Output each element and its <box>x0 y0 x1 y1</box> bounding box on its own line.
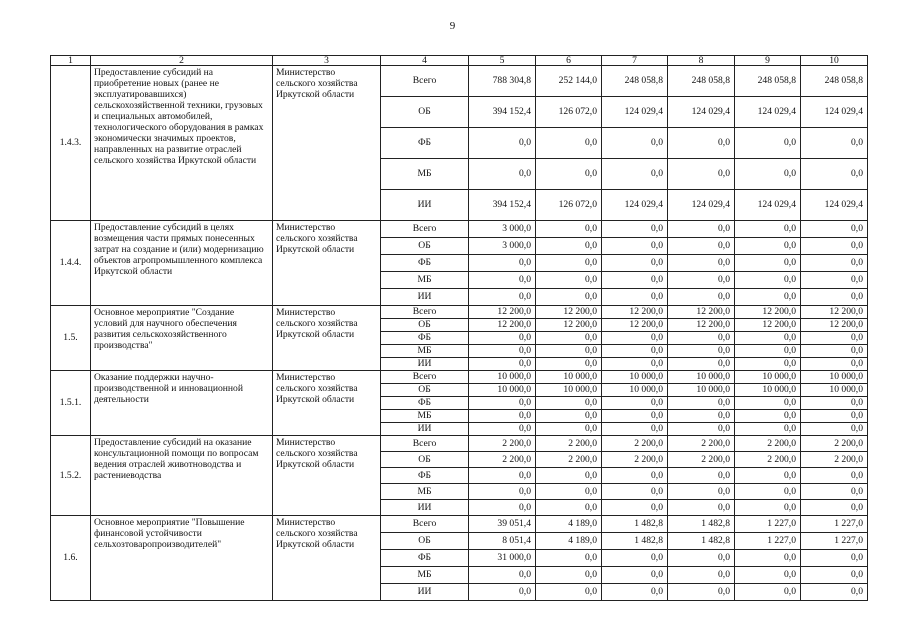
amount-cell: 10 000,0 <box>735 371 801 384</box>
amount-cell: 2 200,0 <box>536 436 602 452</box>
amount-cell: 0,0 <box>469 468 536 484</box>
amount-cell: 124 029,4 <box>668 97 735 128</box>
page-number: 9 <box>449 20 456 32</box>
amount-cell: 788 304,8 <box>469 66 536 97</box>
amount-cell: 10 000,0 <box>801 371 868 384</box>
amount-cell: 0,0 <box>536 159 602 190</box>
amount-cell: 0,0 <box>801 584 868 601</box>
amount-cell: 0,0 <box>469 128 536 159</box>
amount-cell: 0,0 <box>735 550 801 567</box>
amount-cell: 0,0 <box>668 128 735 159</box>
funding-source: МБ <box>381 484 469 500</box>
funding-source: МБ <box>381 567 469 584</box>
column-number: 10 <box>801 56 868 66</box>
amount-cell: 12 200,0 <box>602 306 668 319</box>
amount-cell: 0,0 <box>735 410 801 423</box>
amount-cell: 0,0 <box>735 397 801 410</box>
funding-source: ОБ <box>381 533 469 550</box>
amount-cell: 0,0 <box>735 567 801 584</box>
amount-cell: 0,0 <box>536 345 602 358</box>
funding-source: ИИ <box>381 358 469 371</box>
amount-cell: 0,0 <box>668 397 735 410</box>
amount-cell: 0,0 <box>536 500 602 516</box>
amount-cell: 124 029,4 <box>602 190 668 221</box>
item-code: 1.5.1. <box>51 371 91 436</box>
amount-cell: 10 000,0 <box>801 384 868 397</box>
amount-cell: 3 000,0 <box>469 221 536 238</box>
amount-cell: 2 200,0 <box>469 436 536 452</box>
amount-cell: 39 051,4 <box>469 516 536 533</box>
amount-cell: 0,0 <box>735 584 801 601</box>
amount-cell: 0,0 <box>536 484 602 500</box>
amount-cell: 0,0 <box>801 128 868 159</box>
item-description: Предоставление субсидий на приобретение новых (ранее не эксплуатировавшихся) сельскохозяйственной техники, грузовых и специальных автомобилей, технологического оборудования в рамках экономически значимых проектов, направленных на развитие отраслей сельского хозяйства Иркутской области <box>91 66 273 221</box>
amount-cell: 0,0 <box>668 484 735 500</box>
column-number: 9 <box>735 56 801 66</box>
amount-cell: 0,0 <box>469 397 536 410</box>
funding-source: ОБ <box>381 319 469 332</box>
amount-cell: 394 152,4 <box>469 190 536 221</box>
funding-source: ФБ <box>381 128 469 159</box>
amount-cell: 0,0 <box>602 159 668 190</box>
table-row <box>51 516 868 533</box>
amount-cell: 0,0 <box>668 159 735 190</box>
funding-source: ОБ <box>381 97 469 128</box>
amount-cell: 0,0 <box>801 500 868 516</box>
amount-cell: 0,0 <box>668 272 735 289</box>
amount-cell: 0,0 <box>801 358 868 371</box>
amount-cell: 31 000,0 <box>469 550 536 567</box>
amount-cell: 0,0 <box>602 410 668 423</box>
amount-cell: 0,0 <box>735 289 801 306</box>
amount-cell: 12 200,0 <box>735 319 801 332</box>
amount-cell: 0,0 <box>469 423 536 436</box>
table-row <box>51 436 868 452</box>
amount-cell: 0,0 <box>801 397 868 410</box>
amount-cell: 0,0 <box>668 500 735 516</box>
funding-source: ФБ <box>381 397 469 410</box>
amount-cell: 0,0 <box>735 468 801 484</box>
amount-cell: 0,0 <box>668 567 735 584</box>
amount-cell: 126 072,0 <box>536 97 602 128</box>
amount-cell: 0,0 <box>602 272 668 289</box>
amount-cell: 2 200,0 <box>668 452 735 468</box>
responsible-executor: Министерство сельского хозяйства Иркутской области <box>273 436 381 516</box>
amount-cell: 1 482,8 <box>602 533 668 550</box>
funding-source: ИИ <box>381 423 469 436</box>
amount-cell: 0,0 <box>536 468 602 484</box>
column-number: 4 <box>381 56 469 66</box>
amount-cell: 0,0 <box>801 289 868 306</box>
funding-source: ИИ <box>381 190 469 221</box>
item-code: 1.4.3. <box>51 66 91 221</box>
amount-cell: 0,0 <box>536 550 602 567</box>
amount-cell: 1 482,8 <box>602 516 668 533</box>
amount-cell: 4 189,0 <box>536 516 602 533</box>
amount-cell: 0,0 <box>602 500 668 516</box>
amount-cell: 0,0 <box>735 332 801 345</box>
amount-cell: 0,0 <box>801 345 868 358</box>
amount-cell: 0,0 <box>735 159 801 190</box>
amount-cell: 0,0 <box>602 221 668 238</box>
amount-cell: 3 000,0 <box>469 238 536 255</box>
amount-cell: 252 144,0 <box>536 66 602 97</box>
column-number: 2 <box>91 56 273 66</box>
amount-cell: 2 200,0 <box>801 436 868 452</box>
funding-source: ИИ <box>381 289 469 306</box>
amount-cell: 248 058,8 <box>801 66 868 97</box>
column-number: 5 <box>469 56 536 66</box>
amount-cell: 1 227,0 <box>801 516 868 533</box>
amount-cell: 0,0 <box>735 500 801 516</box>
funding-source: МБ <box>381 345 469 358</box>
amount-cell: 1 227,0 <box>735 533 801 550</box>
amount-cell: 1 482,8 <box>668 516 735 533</box>
amount-cell: 0,0 <box>735 221 801 238</box>
funding-source: ФБ <box>381 332 469 345</box>
amount-cell: 0,0 <box>602 332 668 345</box>
amount-cell: 0,0 <box>602 238 668 255</box>
responsible-executor: Министерство сельского хозяйства Иркутской области <box>273 66 381 221</box>
amount-cell: 0,0 <box>801 410 868 423</box>
funding-source: ФБ <box>381 255 469 272</box>
item-description: Предоставление субсидий на оказание консультационной помощи по вопросам ведения отраслей животноводства и растениеводства <box>91 436 273 516</box>
amount-cell: 0,0 <box>469 484 536 500</box>
amount-cell: 0,0 <box>668 550 735 567</box>
funding-source: ОБ <box>381 384 469 397</box>
amount-cell: 0,0 <box>536 221 602 238</box>
amount-cell: 12 200,0 <box>602 319 668 332</box>
amount-cell: 0,0 <box>602 397 668 410</box>
amount-cell: 0,0 <box>602 423 668 436</box>
funding-source: ФБ <box>381 468 469 484</box>
budget-table <box>50 55 868 601</box>
amount-cell: 0,0 <box>469 272 536 289</box>
amount-cell: 124 029,4 <box>668 190 735 221</box>
amount-cell: 0,0 <box>469 584 536 601</box>
table-row <box>51 221 868 238</box>
amount-cell: 0,0 <box>469 345 536 358</box>
amount-cell: 0,0 <box>801 484 868 500</box>
item-code: 1.6. <box>51 516 91 601</box>
amount-cell: 0,0 <box>801 550 868 567</box>
funding-source: МБ <box>381 410 469 423</box>
amount-cell: 2 200,0 <box>735 436 801 452</box>
item-code: 1.5.2. <box>51 436 91 516</box>
amount-cell: 0,0 <box>735 255 801 272</box>
amount-cell: 10 000,0 <box>536 371 602 384</box>
column-number: 7 <box>602 56 668 66</box>
funding-source: Всего <box>381 221 469 238</box>
amount-cell: 0,0 <box>536 358 602 371</box>
funding-source: МБ <box>381 272 469 289</box>
funding-source: ОБ <box>381 238 469 255</box>
amount-cell: 0,0 <box>801 567 868 584</box>
amount-cell: 0,0 <box>668 238 735 255</box>
amount-cell: 0,0 <box>602 255 668 272</box>
amount-cell: 1 227,0 <box>801 533 868 550</box>
funding-source: Всего <box>381 436 469 452</box>
amount-cell: 0,0 <box>536 289 602 306</box>
amount-cell: 0,0 <box>536 238 602 255</box>
amount-cell: 2 200,0 <box>668 436 735 452</box>
amount-cell: 12 200,0 <box>469 306 536 319</box>
amount-cell: 2 200,0 <box>735 452 801 468</box>
amount-cell: 12 200,0 <box>668 306 735 319</box>
amount-cell: 126 072,0 <box>536 190 602 221</box>
amount-cell: 0,0 <box>602 468 668 484</box>
amount-cell: 2 200,0 <box>602 436 668 452</box>
amount-cell: 0,0 <box>668 468 735 484</box>
amount-cell: 0,0 <box>735 128 801 159</box>
amount-cell: 0,0 <box>469 567 536 584</box>
amount-cell: 10 000,0 <box>602 384 668 397</box>
amount-cell: 12 200,0 <box>469 319 536 332</box>
amount-cell: 12 200,0 <box>536 306 602 319</box>
amount-cell: 0,0 <box>668 255 735 272</box>
amount-cell: 0,0 <box>536 255 602 272</box>
amount-cell: 0,0 <box>602 484 668 500</box>
amount-cell: 0,0 <box>536 272 602 289</box>
amount-cell: 0,0 <box>536 332 602 345</box>
amount-cell: 124 029,4 <box>801 97 868 128</box>
amount-cell: 0,0 <box>668 289 735 306</box>
column-number: 3 <box>273 56 381 66</box>
amount-cell: 0,0 <box>668 221 735 238</box>
amount-cell: 10 000,0 <box>602 371 668 384</box>
amount-cell: 0,0 <box>668 358 735 371</box>
amount-cell: 10 000,0 <box>668 371 735 384</box>
item-description: Основное мероприятие "Создание условий для научного обеспечения развития сельскохозяйственного производства" <box>91 306 273 371</box>
amount-cell: 0,0 <box>801 468 868 484</box>
amount-cell: 248 058,8 <box>735 66 801 97</box>
funding-source: ФБ <box>381 550 469 567</box>
amount-cell: 10 000,0 <box>536 384 602 397</box>
amount-cell: 0,0 <box>801 272 868 289</box>
amount-cell: 0,0 <box>735 484 801 500</box>
amount-cell: 0,0 <box>469 358 536 371</box>
amount-cell: 0,0 <box>668 584 735 601</box>
responsible-executor: Министерство сельского хозяйства Иркутской области <box>273 371 381 436</box>
amount-cell: 394 152,4 <box>469 97 536 128</box>
amount-cell: 10 000,0 <box>735 384 801 397</box>
responsible-executor: Министерство сельского хозяйства Иркутской области <box>273 306 381 371</box>
table-row <box>51 371 868 384</box>
amount-cell: 0,0 <box>536 584 602 601</box>
amount-cell: 10 000,0 <box>469 371 536 384</box>
funding-source: МБ <box>381 159 469 190</box>
amount-cell: 0,0 <box>602 128 668 159</box>
amount-cell: 0,0 <box>536 423 602 436</box>
amount-cell: 124 029,4 <box>735 190 801 221</box>
amount-cell: 0,0 <box>536 128 602 159</box>
amount-cell: 1 482,8 <box>668 533 735 550</box>
amount-cell: 12 200,0 <box>801 306 868 319</box>
amount-cell: 0,0 <box>469 410 536 423</box>
funding-source: Всего <box>381 66 469 97</box>
funding-source: ИИ <box>381 500 469 516</box>
column-number: 1 <box>51 56 91 66</box>
funding-source: Всего <box>381 306 469 319</box>
amount-cell: 0,0 <box>801 332 868 345</box>
amount-cell: 0,0 <box>801 255 868 272</box>
amount-cell: 2 200,0 <box>801 452 868 468</box>
item-code: 1.5. <box>51 306 91 371</box>
amount-cell: 12 200,0 <box>668 319 735 332</box>
amount-cell: 124 029,4 <box>735 97 801 128</box>
amount-cell: 248 058,8 <box>602 66 668 97</box>
item-description: Оказание поддержки научно-производственной и инновационной деятельности <box>91 371 273 436</box>
item-description: Предоставление субсидий в целях возмещения части прямых понесенных затрат на создание и (или) модернизацию объектов агропромышленного комплекса Иркутской области <box>91 221 273 306</box>
amount-cell: 0,0 <box>602 584 668 601</box>
amount-cell: 1 227,0 <box>735 516 801 533</box>
amount-cell: 0,0 <box>668 410 735 423</box>
amount-cell: 0,0 <box>602 358 668 371</box>
amount-cell: 0,0 <box>735 345 801 358</box>
column-number: 8 <box>668 56 735 66</box>
amount-cell: 124 029,4 <box>602 97 668 128</box>
amount-cell: 0,0 <box>801 221 868 238</box>
amount-cell: 12 200,0 <box>536 319 602 332</box>
amount-cell: 0,0 <box>469 500 536 516</box>
amount-cell: 4 189,0 <box>536 533 602 550</box>
responsible-executor: Министерство сельского хозяйства Иркутской области <box>273 221 381 306</box>
amount-cell: 10 000,0 <box>469 384 536 397</box>
amount-cell: 0,0 <box>602 289 668 306</box>
amount-cell: 2 200,0 <box>536 452 602 468</box>
funding-source: Всего <box>381 516 469 533</box>
amount-cell: 0,0 <box>735 358 801 371</box>
responsible-executor: Министерство сельского хозяйства Иркутской области <box>273 516 381 601</box>
amount-cell: 0,0 <box>536 410 602 423</box>
funding-source: Всего <box>381 371 469 384</box>
item-description: Основное мероприятие "Повышение финансовой устойчивости сельхозтоваропроизводителей" <box>91 516 273 601</box>
amount-cell: 124 029,4 <box>801 190 868 221</box>
amount-cell: 0,0 <box>735 423 801 436</box>
amount-cell: 0,0 <box>668 423 735 436</box>
amount-cell: 0,0 <box>602 345 668 358</box>
amount-cell: 0,0 <box>668 332 735 345</box>
table-row <box>51 306 868 319</box>
amount-cell: 8 051,4 <box>469 533 536 550</box>
amount-cell: 0,0 <box>536 397 602 410</box>
table-row <box>51 66 868 97</box>
amount-cell: 12 200,0 <box>801 319 868 332</box>
amount-cell: 0,0 <box>536 567 602 584</box>
column-number-row <box>51 56 868 66</box>
amount-cell: 0,0 <box>602 567 668 584</box>
funding-source: ИИ <box>381 584 469 601</box>
column-number: 6 <box>536 56 602 66</box>
item-code: 1.4.4. <box>51 221 91 306</box>
amount-cell: 0,0 <box>735 272 801 289</box>
amount-cell: 0,0 <box>801 238 868 255</box>
amount-cell: 0,0 <box>469 332 536 345</box>
funding-source: ОБ <box>381 452 469 468</box>
amount-cell: 248 058,8 <box>668 66 735 97</box>
amount-cell: 0,0 <box>469 289 536 306</box>
amount-cell: 0,0 <box>602 550 668 567</box>
amount-cell: 12 200,0 <box>735 306 801 319</box>
amount-cell: 0,0 <box>801 159 868 190</box>
amount-cell: 2 200,0 <box>602 452 668 468</box>
amount-cell: 0,0 <box>469 255 536 272</box>
amount-cell: 0,0 <box>735 238 801 255</box>
amount-cell: 0,0 <box>469 159 536 190</box>
amount-cell: 2 200,0 <box>469 452 536 468</box>
amount-cell: 10 000,0 <box>668 384 735 397</box>
amount-cell: 0,0 <box>801 423 868 436</box>
amount-cell: 0,0 <box>668 345 735 358</box>
